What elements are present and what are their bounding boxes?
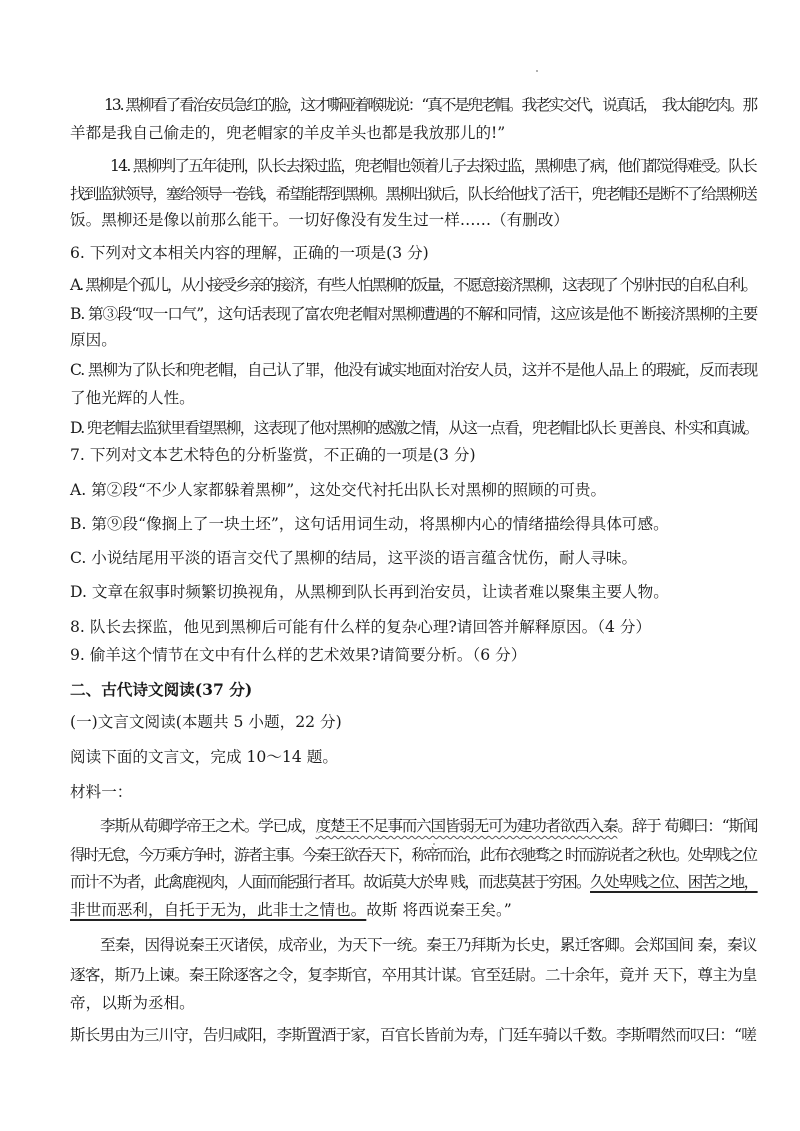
emphasis-dot bbox=[433, 843, 435, 845]
text-segment: 14. 黑柳判了五年徒刑，队长去探过监，兜老帽也领着儿子去探过监，黑柳患了病，他们都觉得难受。队长 bbox=[110, 157, 756, 175]
text-segment: 饭。黑柳还是像以前那么能干。一切好像没有发生过一样……（有删改） bbox=[70, 211, 570, 229]
text-segment: D. 文章在叙事时频繁切换视角，从黑柳到队长再到治安员，让读者难以聚集主要人物。 bbox=[70, 583, 669, 601]
text-segment: 斯长男由为三川守，告归咸阳，李斯置酒于家，百官长皆前为寿，门廷车骑以千数。李斯喟然而叹曰：“嗟 bbox=[70, 1026, 756, 1044]
text-line bbox=[70, 548, 637, 568]
text-line bbox=[70, 617, 651, 637]
text-line bbox=[70, 872, 758, 892]
text-segment: B. 第③段“叹一口气”，这句话表现了富农兜老帽对黑柳遭遇的不解和同情，这应该是他不 断接济黑柳的主要 bbox=[70, 305, 758, 323]
text-segment: 李斯从荀卿学帝王之术。学已成， bbox=[100, 817, 316, 835]
underlined-text: 久处卑贱之位、困苦之地， bbox=[590, 873, 758, 891]
text-line bbox=[70, 645, 526, 665]
text-segment: (一)文言文阅读(本题共 5 小题，22 分) bbox=[70, 713, 342, 731]
text-segment: 逐客，斯乃上谏。秦王除逐客之令，复李斯官，卒用其计谋。官至廷尉。二十余年，竟并 天下，尊主为皇 bbox=[70, 966, 757, 984]
text-line bbox=[70, 845, 756, 865]
text-segment: 9. 偷羊这个情节在文中有什么样的艺术效果?请简要分析。（6 分） bbox=[70, 646, 527, 664]
text-line bbox=[70, 900, 512, 920]
text-segment: 至秦，因得说秦王灭诸侯，成帝业，为天下一统。秦王乃拜斯为长史，累迁客卿。会郑国间 秦，秦议 bbox=[100, 936, 757, 954]
text-segment: 而计不为者，此禽鹿视肉，人面而能强行者耳。故诟莫大於卑 贱，而悲莫甚于穷困。 bbox=[70, 873, 591, 891]
text-line bbox=[70, 747, 338, 767]
section-heading: 二、古代诗文阅读(37 分) bbox=[70, 680, 253, 699]
text-segment: 故斯 将西说秦王矣。” bbox=[366, 901, 512, 919]
text-segment: 13. 黑柳看了看治安员急红的脸，这才嘶哑着喉咙说：“真不是兜老帽。我老实交代，说真话， 我太能吃肉。那 bbox=[104, 96, 756, 114]
text-line bbox=[70, 330, 117, 350]
text-line bbox=[70, 1025, 756, 1045]
text-line bbox=[70, 388, 195, 408]
text-line bbox=[70, 712, 342, 732]
text-segment: 原因。 bbox=[70, 331, 117, 349]
text-line bbox=[100, 935, 757, 955]
underlined-text: 非世而恶利，自托于无为，此非士之情也。 bbox=[70, 901, 367, 919]
text-segment: 材料一： bbox=[70, 783, 133, 801]
text-line bbox=[100, 816, 757, 836]
text-segment: 6. 下列对文本相关内容的理解，正确的一项是(3 分) bbox=[70, 244, 429, 262]
text-segment: 找到监狱领导，塞给领导一卷钱，希望能帮到黑柳。黑柳出狱后，队长给他找了活干，兜老帽还是断不了给黑柳送 bbox=[70, 185, 756, 203]
text-line bbox=[70, 360, 757, 380]
text-line bbox=[70, 243, 429, 263]
text-segment: 阅读下面的文言文，完成 10～14 题。 bbox=[70, 748, 338, 766]
text-line bbox=[70, 418, 758, 438]
text-line bbox=[70, 184, 756, 204]
text-segment: 。辞于 荀卿曰：“斯闻 bbox=[617, 817, 758, 835]
text-segment: 7. 下列对文本艺术特色的分析鉴赏，不正确的一项是(3 分) bbox=[70, 446, 476, 464]
text-line bbox=[110, 156, 756, 176]
text-line bbox=[70, 445, 476, 465]
text-segment: 了他光辉的人性。 bbox=[70, 389, 195, 407]
text-segment: B. 第⑨段“像搁上了一块土坯”，这句话用词生动，将黑柳内心的情绪描绘得具体可感。 bbox=[70, 515, 669, 533]
text-segment: A. 第②段“不少人家都躲着黑柳”，这处交代衬托出队长对黑柳的照顾的可贵。 bbox=[70, 481, 607, 499]
text-line bbox=[70, 210, 569, 230]
text-line bbox=[70, 480, 606, 500]
text-line bbox=[70, 123, 505, 143]
text-segment: 8. 队长去探监，他见到黑柳后可能有什么样的复杂心理?请回答并解释原因。（4 分） bbox=[70, 618, 652, 636]
text-line bbox=[70, 275, 756, 295]
text-segment: 帝，以斯为丞相。 bbox=[70, 994, 195, 1012]
text-line bbox=[70, 514, 669, 534]
text-segment: D. 兜老帽去监狱里看望黑柳，这表现了他对黑柳的感激之情，从这一点看，兜老帽比队长 更善良、朴实和真诚。 bbox=[70, 419, 758, 437]
text-segment: C. 黑柳为了队长和兜老帽，自己认了罪，他没有诚实地面对治安人员，这并不是他人品上 的瑕疵，反而表现 bbox=[70, 361, 758, 379]
text-segment: C. 小说结尾用平淡的语言交代了黑柳的结局，这平淡的语言蕴含忧伤，耐人寻味。 bbox=[70, 549, 638, 567]
text-segment: 羊都是我自己偷走的，兜老帽家的羊皮羊头也都是我放那儿的!” bbox=[70, 124, 506, 142]
text-line bbox=[70, 582, 669, 602]
page-mark bbox=[536, 70, 538, 72]
text-line bbox=[70, 782, 132, 802]
text-line bbox=[104, 95, 756, 115]
text-line bbox=[70, 993, 195, 1013]
text-segment: 得时无怠，今万乘方争时，游者主事。今秦王欲吞天下，称帝而治，此布衣驰骛之 时而游说者之秋也。处卑贱之位 bbox=[70, 846, 756, 864]
text-line bbox=[70, 304, 757, 324]
text-segment: A. 黑柳是个孤儿，从小接受乡亲的接济，有些人怕黑柳的饭量，不愿意接济黑柳，这表现了 个别村民的自私自利。 bbox=[70, 276, 756, 294]
text-line bbox=[70, 680, 252, 700]
text-line bbox=[70, 965, 757, 985]
underlined-text: 度楚王不足事而六国皆弱无可为建功者欲西入秦 bbox=[315, 817, 618, 835]
